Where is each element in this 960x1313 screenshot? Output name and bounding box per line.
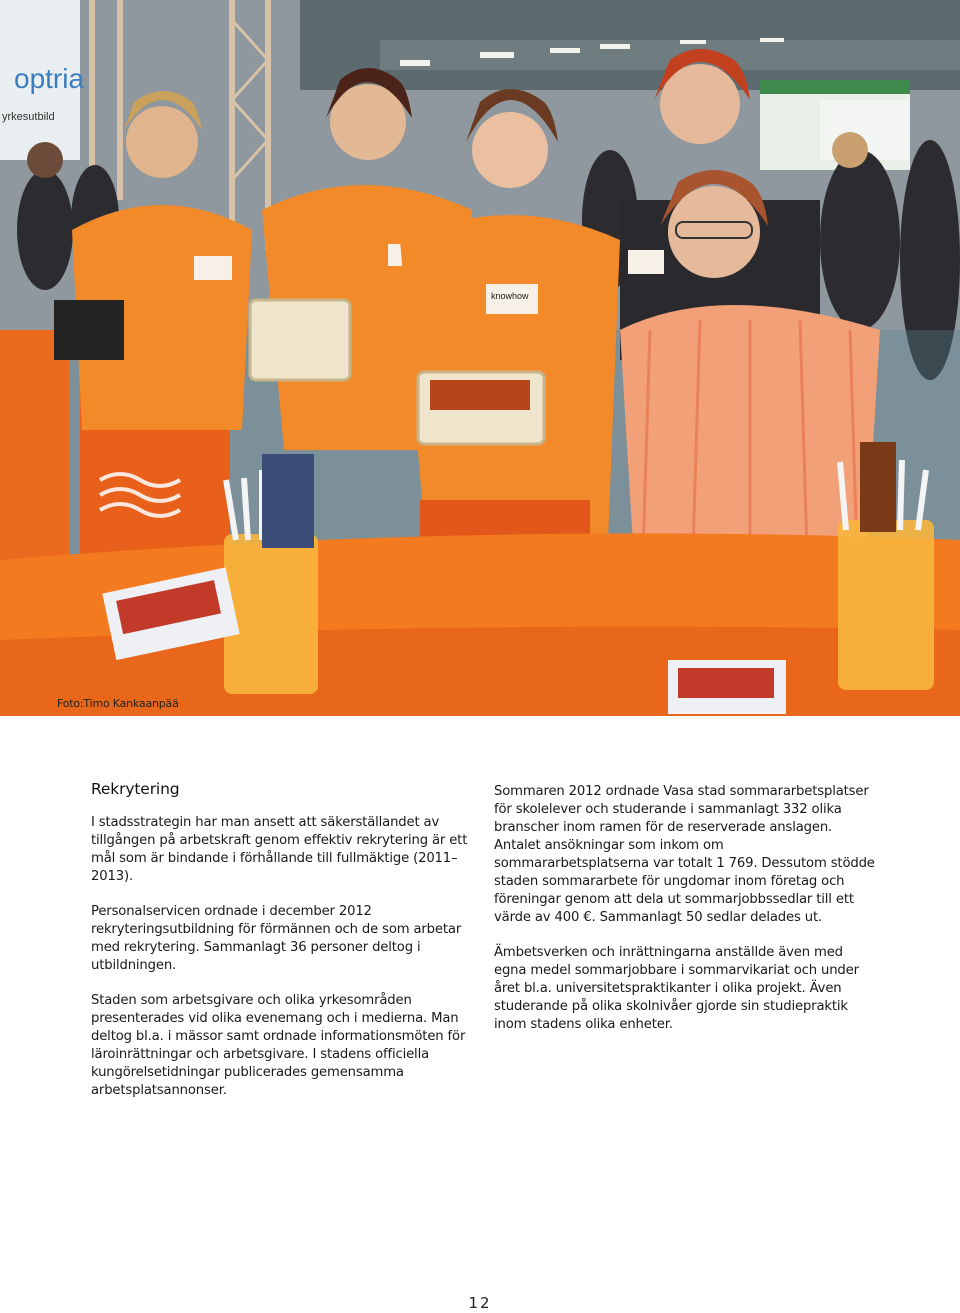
paragraph: Sommaren 2012 ordnade Vasa stad sommararbetsplatser för skolelever och studerande i sammanlagt 332 olika branscher inom ramen för de reserverade anslagen. Antalet ansökningar som inkom om sommararbetsplatserna var totalt 1 769. Dessutom stödde staden sommararbete för ungdomar inom företag och föreningar genom att dela ut sommarjobbssedlar till ett värde av 400 €. Sammanlagt 50 sedlar delades ut. (494, 784, 875, 925)
photo-credit: Foto:Timo Kankaanpää (57, 697, 179, 710)
paragraph: Ämbetsverken och inrättningarna anställde även med egna medel sommarjobbare i sommarvikariat och under året bl.a. universitetspraktikanter i olika projekt. Även studerande på olika skolnivåer gjorde sin studiepraktik inom stadens olika enheter. (494, 945, 859, 1032)
left-column (91, 780, 476, 1117)
page-number: 12 (468, 1294, 492, 1312)
name-badge: knowhow (491, 291, 529, 301)
right-column (494, 783, 876, 1051)
paragraph: Personalservicen ordnade i december 2012 rekryteringsutbildning för förmännen och de som arbetar med rekrytering. Sammanlagt 36 personer deltog i utbildningen. (91, 904, 462, 973)
paragraph: Staden som arbetsgivare och olika yrkesområden presenterades vid olika evenemang och i medierna. Man deltog bl.a. i mässor samt ordnade informationsmöten för läroinrättningar och arbetsgivare. I stadens officiella kungörelsetidningar publicerades gemensamma arbetsplatsannonser. (91, 993, 466, 1098)
paragraph: I stadsstrategin har man ansett att säkerställandet av tillgången på arbetskraft genom effektiv rekrytering är ett mål som är bindande i förhållande till fullmäktige (2011–2013). (91, 815, 468, 884)
sign-subtitle: yrkesutbild (2, 111, 55, 123)
sign-brand: optria (14, 63, 85, 94)
section-heading: Rekrytering (91, 780, 180, 798)
